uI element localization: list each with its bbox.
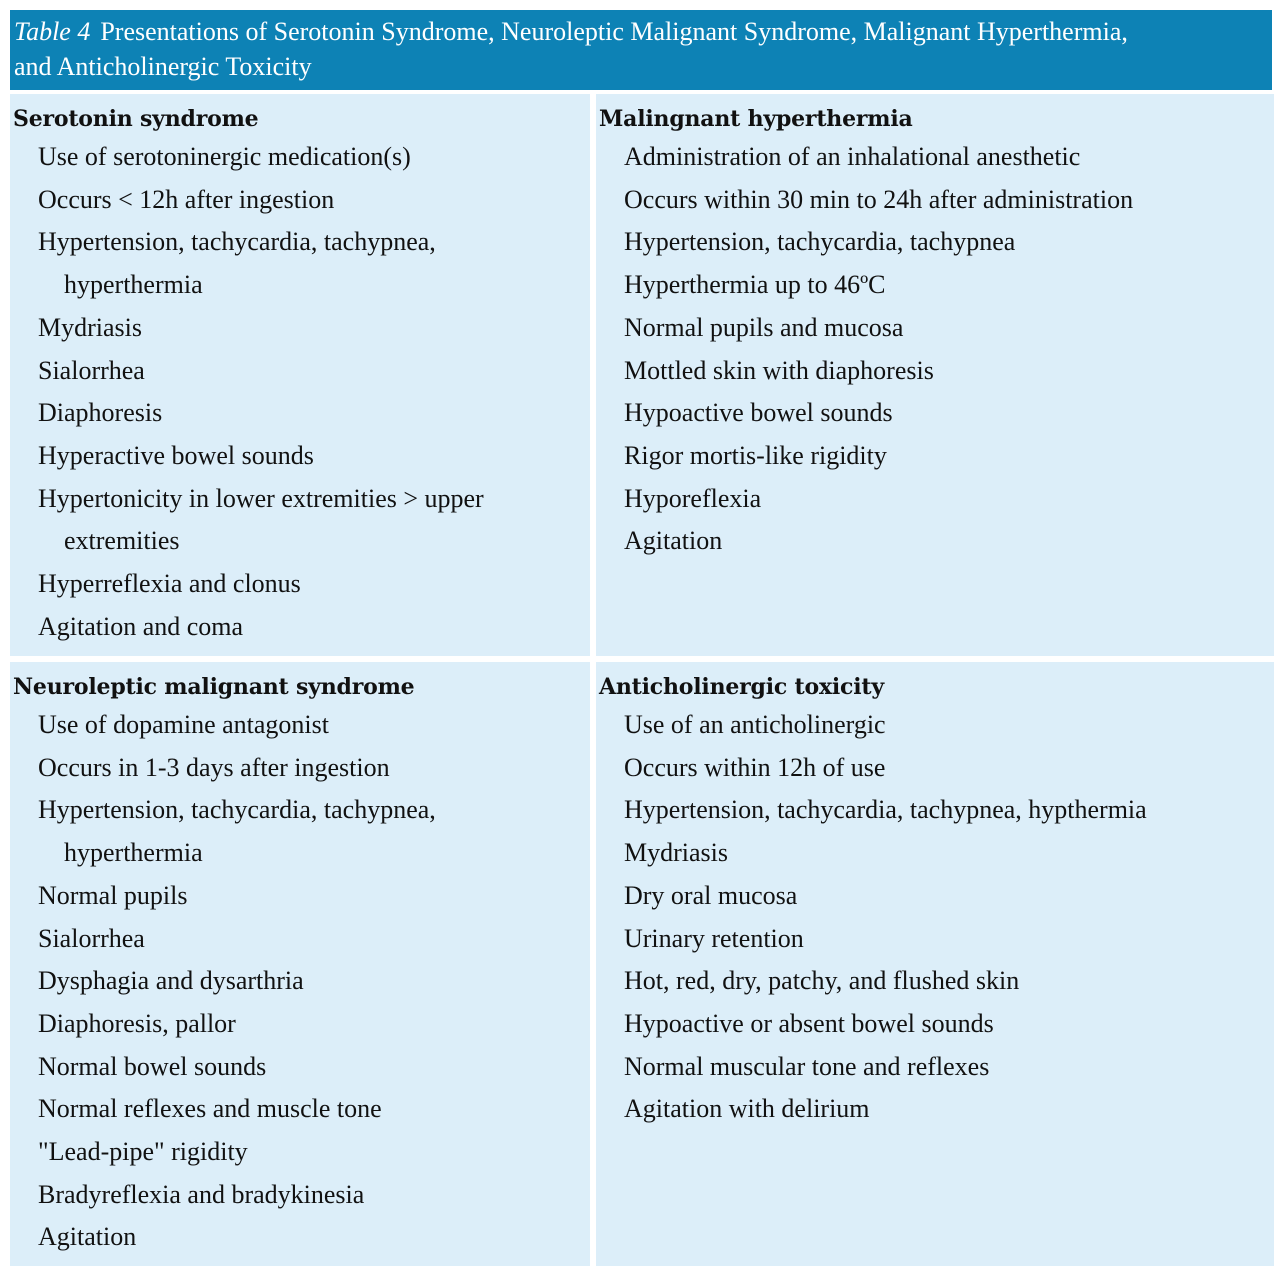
cell-serotonin-syndrome	[10, 94, 590, 656]
list-item: Hypoactive bowel sounds	[624, 398, 893, 428]
symptom-list	[13, 704, 590, 1259]
list-item: Hypertension, tachycardia, tachypnea	[624, 227, 1016, 257]
symptom-list	[599, 704, 1274, 1131]
symptom-list	[599, 136, 1274, 563]
list-item-text: Hypertension, tachycardia, tachypnea,	[38, 227, 436, 257]
list-item: "Lead-pipe" rigidity	[38, 1137, 248, 1167]
list-item: Hyperactive bowel sounds	[38, 440, 314, 470]
list-item-text: Hypertension, tachycardia, tachypnea,	[38, 795, 436, 825]
list-item	[13, 478, 590, 563]
presentations-table	[10, 10, 1272, 1266]
list-item: Mydriasis	[624, 838, 728, 868]
list-item: Normal reflexes and muscle tone	[38, 1094, 382, 1124]
list-item: Hypertension, tachycardia, tachypnea, hypthermia	[624, 795, 1147, 825]
cell-malignant-hyperthermia	[596, 94, 1274, 656]
cell-anticholinergic-toxicity	[596, 662, 1274, 1266]
list-item: Agitation	[624, 526, 723, 556]
list-item: Occurs within 30 min to 24h after administration	[624, 184, 1134, 214]
list-item	[13, 789, 590, 874]
list-item: Occurs < 12h after ingestion	[38, 184, 335, 214]
list-item: Use of serotoninergic medication(s)	[38, 142, 411, 171]
cell-neuroleptic-malignant-syndrome	[10, 662, 590, 1266]
list-item: Use of an anticholinergic	[624, 710, 886, 739]
list-item: Hyperthermia up to 46ºC	[624, 270, 886, 300]
list-item: Bradyreflexia and bradykinesia	[38, 1179, 365, 1209]
list-item: Normal bowel sounds	[38, 1051, 267, 1081]
list-item: Sialorrhea	[38, 355, 145, 385]
list-item: Mottled skin with diaphoresis	[624, 355, 934, 385]
list-item: Hyporeflexia	[624, 483, 762, 513]
list-item: Urinary retention	[624, 923, 804, 953]
list-item	[13, 221, 590, 306]
list-item: Agitation and coma	[38, 611, 244, 641]
list-item-text: Hypertonicity in lower extremities > upper	[38, 483, 484, 513]
table-label: Table 4	[14, 17, 91, 46]
cell-title: Serotonin syndrome	[13, 106, 259, 132]
list-item: Hyperreflexia and clonus	[38, 569, 301, 599]
list-item: Hot, red, dry, patchy, and flushed skin	[624, 966, 1020, 996]
list-item-continuation: hyperthermia	[64, 838, 203, 868]
list-item-continuation: hyperthermia	[64, 270, 203, 300]
cell-title: Neuroleptic malignant syndrome	[13, 674, 415, 700]
table-title-continuation: and Anticholinergic Toxicity	[14, 52, 312, 81]
symptom-list	[13, 136, 590, 648]
list-item: Sialorrhea	[38, 923, 145, 953]
list-item: Occurs in 1-3 days after ingestion	[38, 752, 390, 782]
list-item-continuation: extremities	[64, 526, 180, 556]
list-item: Normal pupils	[38, 880, 188, 910]
list-item: Agitation with delirium	[624, 1094, 870, 1124]
cell-title: Malingnant hyperthermia	[599, 106, 913, 132]
table-grid	[10, 94, 1272, 1266]
list-item: Diaphoresis, pallor	[38, 1008, 236, 1038]
list-item: Rigor mortis-like rigidity	[624, 440, 887, 470]
list-item: Occurs within 12h of use	[624, 752, 886, 782]
list-item: Normal muscular tone and reflexes	[624, 1051, 990, 1081]
list-item: Use of dopamine antagonist	[38, 710, 329, 739]
table-title: Presentations of Serotonin Syndrome, Neuroleptic Malignant Syndrome, Malignant Hyperthermia,	[100, 17, 1128, 46]
table-caption	[10, 10, 1272, 90]
cell-title: Anticholinergic toxicity	[599, 674, 884, 700]
list-item: Normal pupils and mucosa	[624, 312, 904, 342]
list-item: Mydriasis	[38, 312, 142, 342]
list-item: Diaphoresis	[38, 398, 163, 428]
list-item: Administration of an inhalational anesthetic	[624, 142, 1081, 171]
list-item: Hypoactive or absent bowel sounds	[624, 1008, 994, 1038]
list-item: Dysphagia and dysarthria	[38, 966, 304, 996]
list-item: Agitation	[38, 1222, 137, 1252]
list-item: Dry oral mucosa	[624, 880, 798, 910]
